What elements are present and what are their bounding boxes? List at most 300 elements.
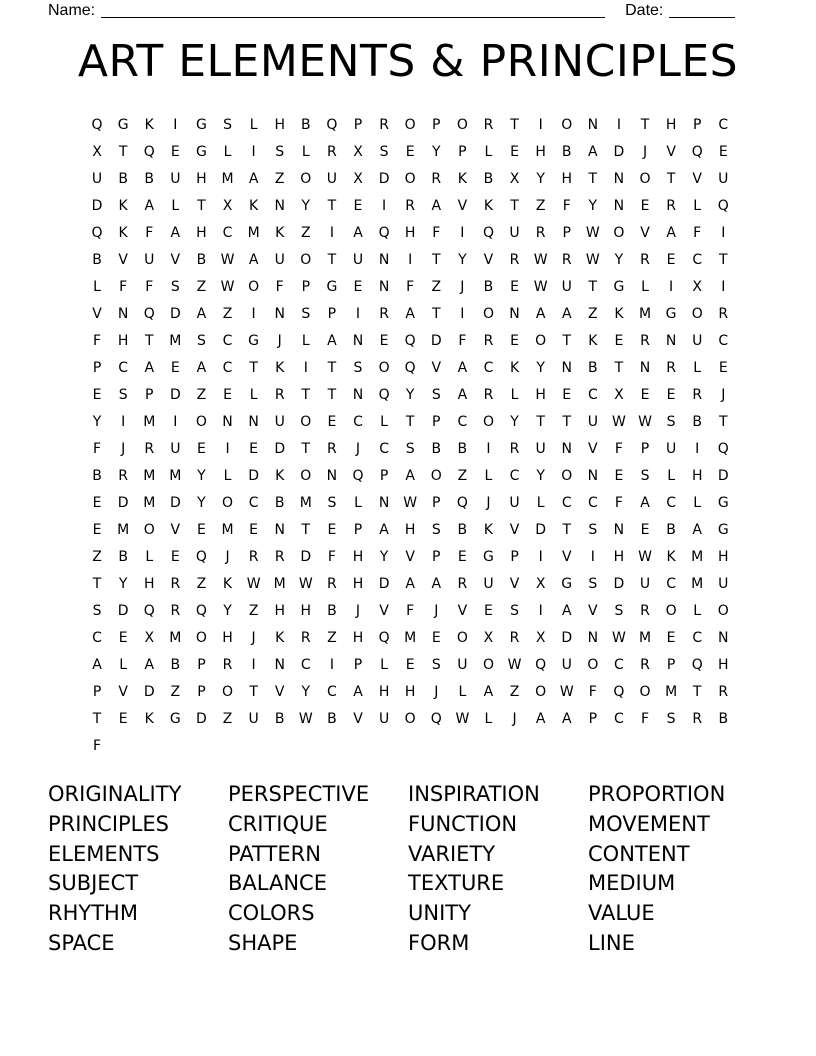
grid-letter: P xyxy=(92,684,102,700)
grid-letter: R xyxy=(118,468,128,484)
grid-letter: T xyxy=(640,117,650,133)
word-list-item: ORIGINALITY xyxy=(48,782,182,806)
grid-letter: M xyxy=(273,576,286,592)
grid-letter: R xyxy=(509,252,520,268)
grid-letter: A xyxy=(196,360,207,376)
word-list-item: PERSPECTIVE xyxy=(228,782,370,806)
grid-letter: R xyxy=(692,387,703,403)
grid-letter: L xyxy=(223,144,232,160)
grid-letter: Q xyxy=(378,387,390,403)
grid-letter: R xyxy=(327,576,337,592)
grid-letter: B xyxy=(92,468,102,484)
grid-letter: M xyxy=(143,468,156,484)
grid-letter: F xyxy=(432,225,441,241)
grid-letter: E xyxy=(92,387,102,403)
grid-letter: L xyxy=(641,279,649,295)
grid-letter: W xyxy=(585,252,600,268)
grid-letter: V xyxy=(588,441,598,457)
grid-letter: L xyxy=(145,549,154,565)
grid-letter: V xyxy=(561,549,572,565)
word-list-item: LINE xyxy=(588,930,635,955)
grid-letter: T xyxy=(719,414,728,430)
grid-letter: N xyxy=(222,414,233,430)
grid-letter: I xyxy=(460,225,465,241)
grid-letter: D xyxy=(196,711,207,727)
grid-letter: Q xyxy=(91,225,103,241)
grid-letter: Q xyxy=(404,360,416,376)
grid-letter: H xyxy=(196,171,207,187)
grid-letter: P xyxy=(640,441,650,457)
grid-letter: F xyxy=(327,549,336,565)
grid-letter: Z xyxy=(222,306,233,322)
grid-letter: K xyxy=(483,522,494,538)
grid-letter: R xyxy=(248,549,259,565)
grid-letter: C xyxy=(222,360,233,376)
grid-letter: Q xyxy=(430,711,442,727)
grid-letter: H xyxy=(300,603,312,619)
grid-letter: O xyxy=(482,306,494,322)
grid-letter: F xyxy=(145,279,154,295)
grid-letter: L xyxy=(223,468,232,484)
grid-letter: F xyxy=(406,279,415,295)
grid-letter: W xyxy=(559,684,574,700)
grid-letter: R xyxy=(144,441,155,457)
grid-letter: Z xyxy=(92,549,102,565)
grid-letter: J xyxy=(251,630,256,646)
grid-letter: X xyxy=(353,144,363,160)
grid-letter: B xyxy=(118,171,128,187)
grid-letter: M xyxy=(691,549,704,565)
grid-letter: F xyxy=(406,603,415,619)
grid-letter: P xyxy=(353,117,363,133)
word-list-item: VALUE xyxy=(588,901,655,926)
grid-letter: T xyxy=(249,360,258,376)
grid-letter: O xyxy=(300,468,312,484)
grid-letter: Y xyxy=(92,414,102,430)
grid-letter: G xyxy=(195,117,207,133)
grid-letter: Q xyxy=(143,603,155,619)
grid-letter: K xyxy=(275,360,285,376)
grid-letter: A xyxy=(405,306,415,322)
grid-letter: S xyxy=(196,333,206,349)
grid-letter: E xyxy=(562,387,572,403)
grid-letter: Q xyxy=(195,549,207,565)
grid-letter: J xyxy=(434,603,439,619)
grid-letter: Z xyxy=(170,684,181,700)
grid-letter: S xyxy=(510,603,519,619)
grid-letter: W xyxy=(220,279,235,295)
grid-letter: P xyxy=(666,657,676,673)
grid-letter: O xyxy=(404,711,416,727)
grid-letter: H xyxy=(222,630,233,646)
grid-letter: M xyxy=(221,522,234,538)
grid-letter: Q xyxy=(535,657,547,673)
grid-letter: T xyxy=(301,522,311,538)
grid-letter: O xyxy=(300,171,312,187)
grid-letter: N xyxy=(665,333,677,349)
grid-letter: W xyxy=(585,225,600,241)
grid-letter: T xyxy=(301,441,311,457)
grid-letter: K xyxy=(118,198,128,214)
grid-letter: C xyxy=(483,360,494,376)
grid-letter: N xyxy=(587,630,599,646)
grid-letter: V xyxy=(118,252,128,268)
grid-letter: U xyxy=(561,279,572,295)
grid-letter: A xyxy=(248,171,259,187)
grid-letter: S xyxy=(588,576,598,592)
grid-letter: E xyxy=(640,198,650,214)
grid-letter: A xyxy=(431,198,442,214)
grid-letter: I xyxy=(329,225,334,241)
grid-letter: H xyxy=(718,657,729,673)
grid-letter: S xyxy=(614,603,624,619)
grid-letter: X xyxy=(614,387,624,403)
grid-letter: R xyxy=(535,225,546,241)
grid-letter: Q xyxy=(456,495,468,511)
word-list-item: FUNCTION xyxy=(408,811,518,836)
grid-letter: P xyxy=(379,468,389,484)
grid-letter: I xyxy=(538,117,543,133)
grid-letter: U xyxy=(91,171,103,187)
grid-letter: K xyxy=(588,333,598,349)
grid-letter: U xyxy=(170,441,181,457)
grid-letter: E xyxy=(170,549,180,565)
grid-letter: P xyxy=(145,387,154,403)
grid-letter: Y xyxy=(510,414,519,430)
grid-letter: W xyxy=(612,414,626,430)
grid-letter: Y xyxy=(536,360,545,376)
word-list-item: VARIETY xyxy=(408,841,496,866)
grid-letter: N xyxy=(326,468,338,484)
grid-letter: T xyxy=(431,306,441,322)
grid-letter: U xyxy=(509,495,520,511)
grid-letter: A xyxy=(483,684,494,700)
grid-letter: A xyxy=(92,657,102,673)
grid-letter: T xyxy=(588,171,598,187)
grid-letter: Y xyxy=(588,198,598,214)
grid-letter: T xyxy=(92,711,102,727)
grid-letter: S xyxy=(170,279,180,295)
grid-letter: T xyxy=(92,576,102,592)
grid-letter: Z xyxy=(431,279,442,295)
grid-letter: N xyxy=(248,414,259,430)
grid-letter: I xyxy=(121,414,126,430)
grid-letter: D xyxy=(117,603,129,619)
grid-letter: I xyxy=(616,117,621,133)
grid-letter: O xyxy=(143,522,155,538)
grid-letter: T xyxy=(510,117,519,133)
grid-letter: E xyxy=(353,198,363,214)
grid-letter: Q xyxy=(378,225,390,241)
grid-letter: B xyxy=(144,171,155,187)
grid-letter: Y xyxy=(536,171,545,187)
grid-letter: H xyxy=(274,117,285,133)
grid-letter: H xyxy=(718,549,729,565)
grid-letter: W xyxy=(298,711,313,727)
word-list-item: SHAPE xyxy=(228,930,298,955)
grid-letter: F xyxy=(640,711,650,727)
grid-letter: F xyxy=(93,738,102,754)
grid-letter: G xyxy=(483,549,494,565)
grid-letter: Z xyxy=(196,387,207,403)
grid-letter: U xyxy=(274,252,285,268)
grid-letter: J xyxy=(355,441,361,457)
grid-letter: J xyxy=(225,549,230,565)
grid-letter: L xyxy=(119,657,128,673)
grid-letter: S xyxy=(431,522,441,538)
grid-letter: Z xyxy=(222,711,233,727)
grid-letter: V xyxy=(274,684,285,700)
grid-letter: R xyxy=(431,171,442,187)
grid-letter: U xyxy=(718,576,729,592)
grid-letter: H xyxy=(352,549,364,565)
grid-letter: E xyxy=(92,495,102,511)
grid-letter: Q xyxy=(378,630,390,646)
grid-letter: O xyxy=(300,252,312,268)
grid-letter: F xyxy=(693,225,702,241)
grid-letter: N xyxy=(378,495,390,511)
grid-letter: X xyxy=(509,171,520,187)
grid-letter: I xyxy=(669,279,674,295)
grid-letter: W xyxy=(298,576,313,592)
grid-letter: Q xyxy=(326,117,338,133)
grid-letter: R xyxy=(379,306,389,322)
grid-letter: C xyxy=(327,684,337,700)
grid-letter: X xyxy=(222,198,233,214)
grid-letter: G xyxy=(248,333,260,349)
grid-letter: F xyxy=(275,279,284,295)
word-list-item: BALANCE xyxy=(228,871,327,896)
grid-letter: T xyxy=(666,171,676,187)
grid-letter: O xyxy=(639,171,651,187)
grid-letter: R xyxy=(327,441,337,457)
grid-letter: N xyxy=(613,198,625,214)
grid-letter: M xyxy=(665,684,678,700)
grid-letter: A xyxy=(561,306,572,322)
grid-letter: Q xyxy=(143,144,155,160)
grid-letter: Q xyxy=(691,657,703,673)
word-list-item: FORM xyxy=(408,930,470,955)
grid-letter: I xyxy=(721,225,726,241)
grid-letter: O xyxy=(456,630,468,646)
grid-letter: O xyxy=(639,684,651,700)
grid-letter: J xyxy=(277,333,282,349)
grid-letter: Y xyxy=(431,144,441,160)
grid-letter: T xyxy=(431,252,441,268)
grid-letter: Z xyxy=(457,468,468,484)
grid-letter: E xyxy=(405,657,415,673)
grid-letter: Y xyxy=(197,468,206,484)
grid-letter: K xyxy=(275,630,285,646)
grid-letter: E xyxy=(510,333,519,349)
word-list-item: CRITIQUE xyxy=(228,811,328,836)
grid-letter: T xyxy=(562,522,572,538)
grid-letter: M xyxy=(143,495,156,511)
grid-letter: J xyxy=(355,603,361,619)
grid-letter: E xyxy=(249,441,259,457)
grid-letter: N xyxy=(274,522,285,538)
grid-letter: E xyxy=(170,144,180,160)
grid-letter: B xyxy=(196,252,207,268)
grid-letter: D xyxy=(274,441,286,457)
grid-letter: H xyxy=(352,576,364,592)
grid-letter: T xyxy=(692,684,702,700)
grid-letter: N xyxy=(274,198,285,214)
grid-letter: U xyxy=(326,171,338,187)
grid-letter: I xyxy=(538,603,543,619)
grid-letter: K xyxy=(144,117,154,133)
grid-letter: B xyxy=(300,117,311,133)
grid-letter: O xyxy=(222,684,234,700)
grid-letter: N xyxy=(613,171,625,187)
grid-letter: F xyxy=(145,225,154,241)
grid-letter: G xyxy=(117,117,129,133)
grid-letter: C xyxy=(614,657,624,673)
grid-letter: X xyxy=(535,630,546,646)
grid-letter: H xyxy=(561,171,572,187)
grid-letter: B xyxy=(327,711,337,727)
grid-letter: O xyxy=(561,468,573,484)
grid-letter: G xyxy=(195,144,207,160)
grid-letter: N xyxy=(613,522,625,538)
grid-letter: D xyxy=(143,684,155,700)
grid-letter: A xyxy=(431,576,442,592)
grid-letter: E xyxy=(666,387,676,403)
grid-letter: D xyxy=(169,495,181,511)
grid-letter: A xyxy=(457,387,468,403)
grid-letter: V xyxy=(353,711,363,727)
grid-letter: A xyxy=(327,333,337,349)
grid-letter: H xyxy=(143,576,155,592)
grid-letter: T xyxy=(144,333,154,349)
grid-letter: J xyxy=(512,711,517,727)
grid-letter: R xyxy=(379,117,389,133)
grid-letter: E xyxy=(614,333,624,349)
grid-letter: L xyxy=(301,333,310,349)
grid-letter: P xyxy=(92,360,102,376)
grid-letter: B xyxy=(431,441,442,457)
grid-letter: R xyxy=(718,306,729,322)
grid-letter: E xyxy=(457,549,467,565)
grid-letter: E xyxy=(510,279,519,295)
grid-letter: A xyxy=(379,522,389,538)
grid-letter: A xyxy=(457,360,468,376)
grid-letter: S xyxy=(353,360,363,376)
grid-letter: T xyxy=(562,414,572,430)
grid-letter: U xyxy=(561,657,572,673)
grid-letter: Q xyxy=(91,117,103,133)
grid-letter: C xyxy=(248,495,259,511)
grid-letter: O xyxy=(404,117,416,133)
grid-letter: J xyxy=(721,387,726,403)
grid-letter: K xyxy=(483,198,494,214)
grid-letter: R xyxy=(327,144,337,160)
grid-letter: M xyxy=(638,630,652,646)
grid-letter: M xyxy=(404,630,417,646)
grid-letter: A xyxy=(666,225,676,241)
grid-letter: C xyxy=(718,117,729,133)
grid-letter: R xyxy=(640,252,650,268)
grid-letter: B xyxy=(457,441,468,457)
grid-letter: G xyxy=(326,279,338,295)
word-list-item: MEDIUM xyxy=(588,871,676,896)
grid-letter: R xyxy=(274,549,285,565)
grid-letter: V xyxy=(509,576,520,592)
grid-letter: R xyxy=(561,252,572,268)
grid-letter: L xyxy=(354,495,362,511)
grid-letter: O xyxy=(587,657,599,673)
grid-letter: R xyxy=(640,657,650,673)
grid-letter: L xyxy=(667,468,676,484)
grid-letter: U xyxy=(692,333,703,349)
grid-letter: R xyxy=(692,711,703,727)
grid-letter: D xyxy=(117,495,129,511)
grid-letter: V xyxy=(457,198,468,214)
grid-letter: E xyxy=(431,630,441,646)
grid-letter: V xyxy=(509,522,520,538)
grid-letter: V xyxy=(170,522,181,538)
grid-letter: M xyxy=(169,630,182,646)
grid-letter: O xyxy=(482,414,494,430)
grid-letter: K xyxy=(222,576,233,592)
grid-letter: I xyxy=(173,117,178,133)
grid-letter: O xyxy=(404,171,416,187)
grid-letter: Y xyxy=(614,252,624,268)
grid-letter: A xyxy=(353,684,363,700)
grid-letter: L xyxy=(249,117,258,133)
word-list-item: UNITY xyxy=(408,901,471,926)
grid-letter: B xyxy=(561,144,572,160)
grid-letter: E xyxy=(484,603,493,619)
grid-letter: W xyxy=(612,630,626,646)
grid-letter: C xyxy=(379,441,389,457)
grid-letter: O xyxy=(378,360,390,376)
grid-letter: I xyxy=(303,360,308,376)
grid-letter: D xyxy=(169,387,181,403)
grid-letter: P xyxy=(197,657,206,673)
grid-letter: P xyxy=(197,684,206,700)
grid-letter: O xyxy=(613,225,625,241)
grid-letter: N xyxy=(352,387,364,403)
grid-letter: T xyxy=(197,198,206,214)
grid-letter: O xyxy=(222,495,234,511)
grid-letter: K xyxy=(118,225,128,241)
grid-letter: L xyxy=(693,603,702,619)
grid-letter: S xyxy=(275,144,285,160)
grid-letter: R xyxy=(640,333,650,349)
grid-letter: B xyxy=(483,279,494,295)
grid-letter: P xyxy=(432,549,441,565)
grid-letter: S xyxy=(431,387,441,403)
grid-letter: C xyxy=(300,657,311,673)
grid-letter: X xyxy=(353,171,363,187)
grid-letter: S xyxy=(301,306,311,322)
grid-letter: T xyxy=(249,684,258,700)
grid-letter: D xyxy=(378,171,390,187)
grid-letter: Y xyxy=(379,549,389,565)
grid-letter: R xyxy=(718,684,729,700)
grid-letter: C xyxy=(222,225,233,241)
page-title: ART ELEMENTS & PRINCIPLES xyxy=(77,36,739,87)
grid-letter: C xyxy=(587,495,598,511)
grid-letter: O xyxy=(248,279,260,295)
grid-letter: B xyxy=(718,711,729,727)
grid-letter: D xyxy=(613,144,625,160)
grid-letter: Q xyxy=(613,684,625,700)
grid-letter: O xyxy=(195,414,207,430)
grid-letter: J xyxy=(460,279,465,295)
grid-letter: G xyxy=(717,522,729,538)
